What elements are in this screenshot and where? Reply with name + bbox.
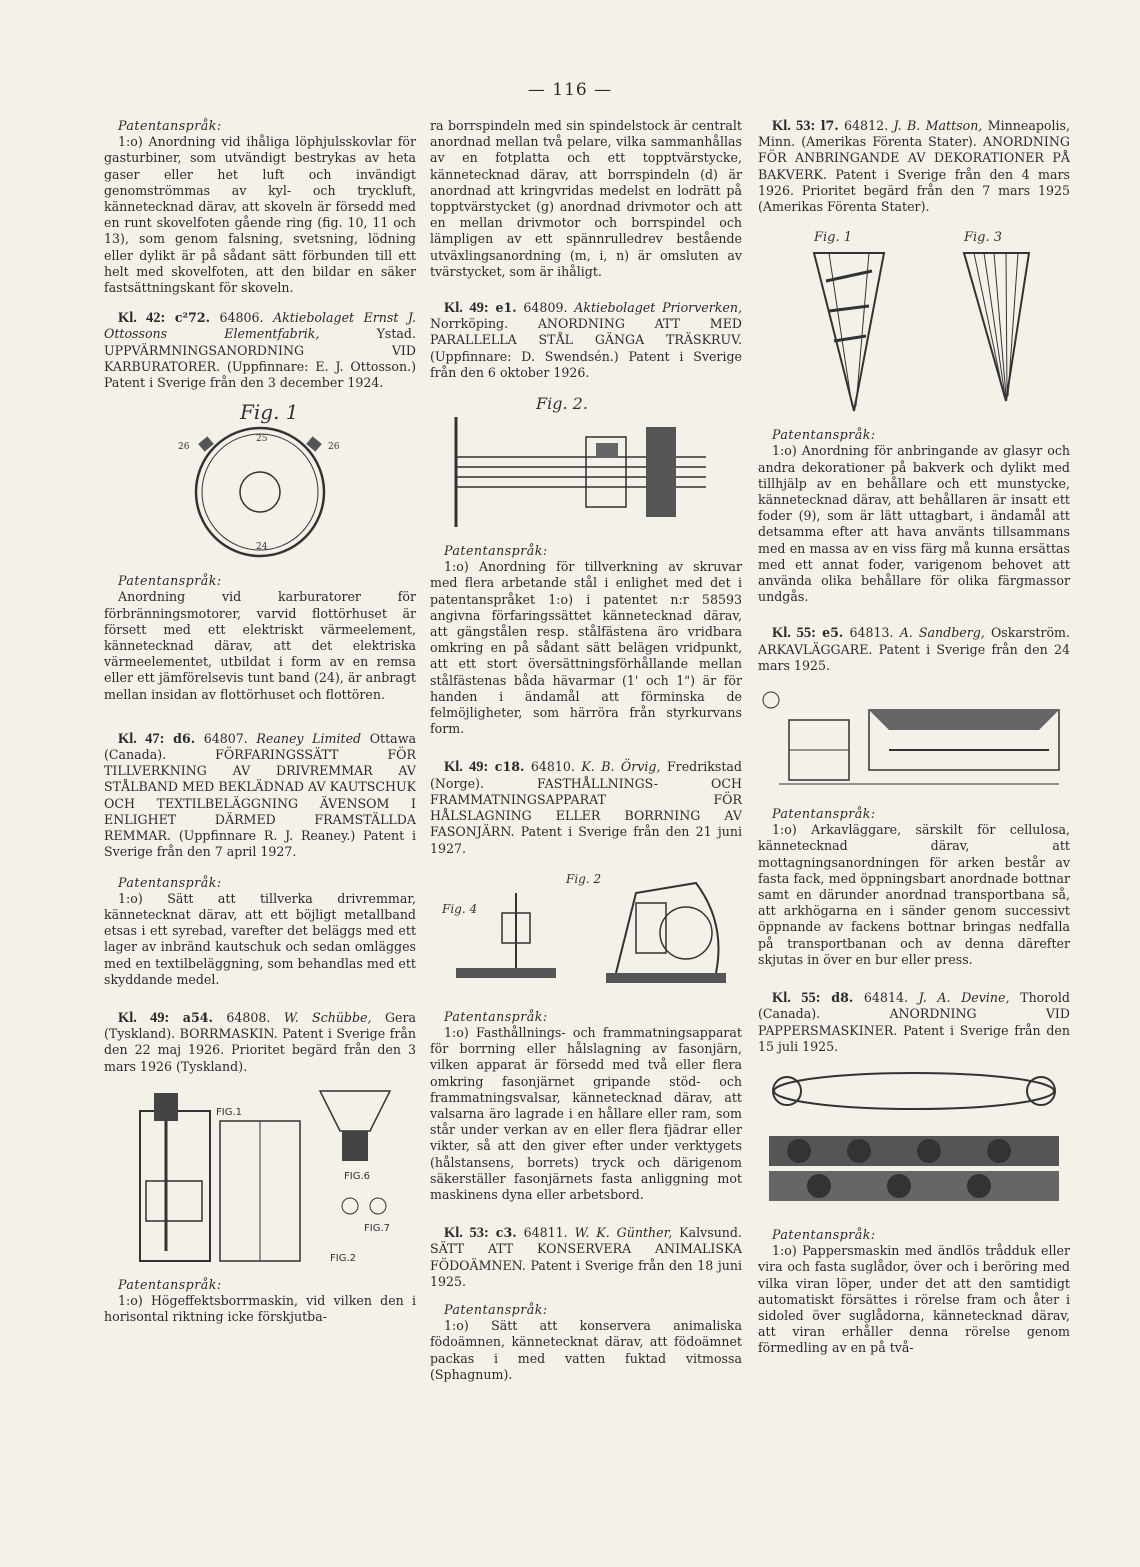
patent-entry-64808 [104,1010,416,1325]
class-label: Kl. 55: [772,625,817,642]
subclass: l7. [820,118,839,133]
patent-entry-64811 [430,1225,742,1383]
patent-holder: Reaney Limited [256,730,362,746]
page-number: — 116 — [527,80,613,100]
patent-holder: J. B. Mattson, [893,118,983,133]
class-label: Kl. 42: [118,310,166,327]
patent-entry-64810 [430,759,742,1203]
patent-entry-64813 [758,625,1070,968]
claims-heading: Patentanspråk: [772,806,876,822]
patent-text: Norrköping. ANORDNING ATT MED PARALLELLA STÅL GÄNGA TRÄSKRUV. (Uppfinnare: D. Swendsén.) Patent i Sverige från den 6 oktober 1926. [430,316,742,380]
figure-label-fig1: FIG.1 [216,1106,242,1118]
patent-text: Ottawa (Canada). FÖRFARINGSSÄTT FÖR TILLVERKNING AV DRIVREMMAR AV STÅLBAND MED BEKLÄDNAD AV KAUTSCHUK OCH TEXTILBELÄGGNING ÄVENSOM I ENLIGHET DÄRMED FRAMSTÄLLDA REMMAR. (Uppfinnare R. J. Reaney.) Patent i Sverige från den 7 april 1927. [104,730,416,860]
patent-text: Oskarström. ARKAVLÄGGARE. Patent i Sverige från den 24 mars 1925. [758,625,1070,673]
class-label: Kl. 47: [118,730,165,747]
subclass: d8. [831,990,854,1006]
patent-entry-64806 [104,310,416,703]
claims-heading: Patentanspråk: [444,543,548,559]
patent-holder: Aktiebolaget Priorverken, [574,300,742,316]
patent-holder: K. B. Örvig, [581,759,661,775]
drilling-machine-figure [120,1081,400,1271]
class-label: Kl. 53: [444,1225,489,1242]
carburetor-figure [170,397,350,567]
claim-text: 1:o) Anordning vid ihåliga löphjulsskovlar för gasturbiner, som utvändigt bestrykas av heta gaser eller het luft och invändigt genomströmmas av kyl- och tryckluft, kännetecknad därav, att skoveln är försedd med en runt skovelfoten gående ring (fig. 10, 11 och 13), som genom falsning, svetsning, lödning eller dylikt är på sådant sätt förbunden till ett helt med skovelfoten, att den bildar en säker fastsättningskant för skoveln. [104,134,416,296]
subclass: e1. [495,300,517,316]
figure-label-fig2: FIG.2 [330,1252,356,1264]
patent-text: Gera (Tyskland). BORRMASKIN. Patent i Sverige från den 22 maj 1926. Prioritet begärd från den 3 mars 1926 (Tyskland). [104,1009,417,1074]
patent-number: 64806. [219,310,264,326]
patent-text: Fredrikstad (Norge). FASTHÅLLNINGS- OCH FRAMMATNINGSAPPARAT FÖR HÅLSLAGNING ELLER BORRNING AV FASONJÄRN. Patent i Sverige från den 21 juni 1927. [430,759,742,856]
patent-number: 64809. [523,300,568,316]
subclass: e5. [822,625,844,641]
decorating-cone-figure [774,221,1054,421]
figure-title: Fig. 1 [240,400,299,425]
patent-entry-64814 [758,990,1070,1356]
class-label: Kl. 53: [772,118,816,134]
patent-number: 64813. [849,625,894,641]
sheet-stacker-figure [759,680,1069,800]
figure-label-fig4: Fig. 4 [442,901,478,916]
paper-machine-figure [759,1061,1069,1221]
claim-text: 1:o) Anordning för tillverkning av skruvar med flera arbetande stål i enlighet med det i patentanspråket 1:o) i patentet n:r 58593 angivna förfaringssättet kännetecknad därav, att gängstålen resp. stålfästena äro vridbara omkring en på sådant sätt belägen vridpunkt, att ett stort översättningsförhållande mellan stålfästenas båda hävarmar (1' och 1") är för handen i ändamål att förminska de felmöjligheter, som härröra från styrkurvans form. [430,559,742,737]
patent-number: 64811. [523,1225,568,1241]
subclass: c²72. [174,310,210,326]
claim-text: 1:o) Högeffektsborrmaskin, vid vilken den i horisontal riktning icke förskjutba- [104,1292,416,1325]
holding-apparatus-figure [436,863,736,1003]
claim-text: 1:o) Arkavläggare, särskilt för cellulosa, kännetecknad därav, att mottagningsanordningen för arken består av fasta fack, med öppningsbart anordnade bottnar samt en därunder anordnad transportbana så, att arkhögarna en i sänder genom successivt öppnande av fackens bottnar bringas nedfalla på transportbanan och av denna därefter skjutas in över en bur eller press. [758,822,1070,967]
figure-label-fig1: Fig. 1 [814,230,853,246]
patent-number: 64812. [844,118,889,133]
column-1 [104,118,416,1325]
figure-label-fig7: FIG.7 [364,1222,390,1234]
subclass: d6. [173,730,196,746]
patent-entry-64809 [430,300,742,737]
claims-heading: Patentanspråk: [118,874,222,890]
figure-label-24: 24 [256,542,268,553]
claim-text: 1:o) Sätt att konservera animaliska födoämnen, kännetecknat därav, att födoämnet packas i med vatten fuktad vitmossa (Sphagnum). [430,1318,742,1382]
class-label: Kl. 49: [444,759,489,776]
patent-entry-64807 [104,731,416,988]
subclass: c3. [495,1225,517,1241]
patent-text: Kalvsund. SÄTT ATT KONSERVERA ANIMALISKA FÖDOÄMNEN. Patent i Sverige från den 18 juni 1925. [430,1225,742,1289]
patent-text: Ystad. UPPVÄRMNINGSANORDNING VID KARBURATORER. (Uppfinnare: E. J. Ottosson.) Patent i Sverige från den 3 december 1924. [104,326,416,391]
claims-heading: Patentanspråk: [118,573,222,589]
claims-heading: Patentanspråk: [118,1276,222,1292]
screw-threading-figure [436,387,736,537]
patent-holder: W. Schübbe, [283,1009,372,1025]
figure-label-fig2: Fig. 2 [566,871,602,886]
claims-heading: Patentanspråk: [444,1301,548,1317]
claims-heading: Patentanspråk: [444,1008,548,1024]
patent-entry-64812 [758,118,1070,605]
class-label: Kl. 49: [444,300,489,317]
figure-label-25: 25 [256,434,268,445]
class-label: Kl. 55: [772,990,821,1007]
patent-holder: J. A. Devine, [918,990,1010,1006]
patent-text: Minneapolis, Minn. (Amerikas Förenta Stater). ANORDNING FÖR ANBRINGANDE AV DEKORATIONER PÅ BAKVERK. Patent i Sverige från den 4 mars 1926. Prioritet begärd från den 7 mars 1925 (Amerikas Förenta Stater). [758,118,1071,215]
patent-text: Thorold (Canada). ANORDNING VID PAPPERSMASKINER. Patent i Sverige från den 15 juli 1925. [758,990,1070,1054]
claim-text: 1:o) Fasthållnings- och frammatningsapparat för borrning eller hålslagning av fasonjärn, vilken apparat är försedd med två eller flera omkring fasonjärnet gripande stöd- och frammatningsvalsar, kännetecknad därav, att valsarna äro lagrade i en hållare eller ram, som står under verkan av en eller flera fjädrar eller vikter, så att den giver efter under verktygets (hålstansens, borrets) tryck och därigenom säkerställer fasonjärnets fasta anliggning mot maskinens dyna eller arbetsbord. [430,1024,742,1202]
figure-title: Fig. 2. [536,394,588,414]
figure-label-26-left: 26 [178,442,190,453]
patent-holder: Aktiebolaget Ernst J. Ottossons Elementfabrik, [104,310,416,342]
claims-heading: Patentanspråk: [118,118,222,133]
patent-holder: W. K. Günther, [574,1225,673,1241]
column-2 [430,118,742,1383]
patent-number: 64814. [863,990,908,1006]
subclass: a54. [182,1009,213,1025]
patent-number: 64808. [226,1009,271,1025]
claim-text: Anordning vid karburatorer för förbränningsmotorer, varvid flottörhuset är försett med ett elektriskt värmeelement, kännetecknad därav, att det elektriska värmeelementet, utbildat i form av en remsa eller ett jämförelsevis tunt band (24), är anbragt mellan insidan av flottörhuset och flottören. [104,589,416,702]
patent-holder: A. Sandberg, [899,625,985,641]
subclass: c18. [494,759,525,775]
figure-label-26-right: 26 [328,442,340,453]
claim-text: 1:o) Anordning för anbringande av glasyr och andra dekorationer på bakverk och dylikt med tillhjälp av en behållare och ett munstycke, kännetecknad därav, att behållaren är insatt ett foder (9), som är lätt uttagbart, i ändamål att detsamma efter att hava använts tillsammans med en massa av en viss färg må kunna ersättas med ett annat foder, varigenom behovet att använda olika behållare för olika färgmassor undgås. [758,443,1070,605]
claims-heading: Patentanspråk: [772,427,876,443]
class-label: Kl. 49: [118,1009,170,1026]
figure-label-fig3: Fig. 3 [964,230,1003,246]
claim-text-continued: ra borrspindeln med sin spindelstock är centralt anordnad mellan två pelare, vilka sammanhållas av en fotplatta och ett topptvärstycke, kännetecknad därav, att borrspindeln (d) är anordnad att kringvridas medelst en lodrätt på topptvärstycket (g) anordnad drivmotor och att en mellan drivmotor och borrspindel och lämpligen av ett spännrulledrev bestående utväxlingsanordning (m, i, n) är omsluten av tvärstycket, som är ihåligt. [430,118,742,279]
claims-heading: Patentanspråk: [772,1226,876,1242]
column-3 [758,118,1070,1357]
figure-label-fig6: FIG.6 [344,1170,370,1182]
patent-number: 64810. [530,759,575,775]
claim-text: 1:o) Sätt att tillverka drivremmar, kännetecknat därav, att ett böjligt metallband etsas i ett syrebad, varefter det beläggs med ett lager av inbränd kautschuk och sedan omlägges med en textilbeläggning, som behandlas med ett skyddande medel. [104,890,416,987]
claim-text: 1:o) Pappersmaskin med ändlös trådduk eller vira och fasta suglådor, över och i beröring med vilka viran löper, under det att den samtidigt automatiskt försättes i rörelse fram och åter i sidoled över suglådorna, kännetecknad därav, att viran erhåller denna rörelse genom förmedling av en på två- [758,1243,1070,1356]
patent-number: 64807. [203,730,248,746]
